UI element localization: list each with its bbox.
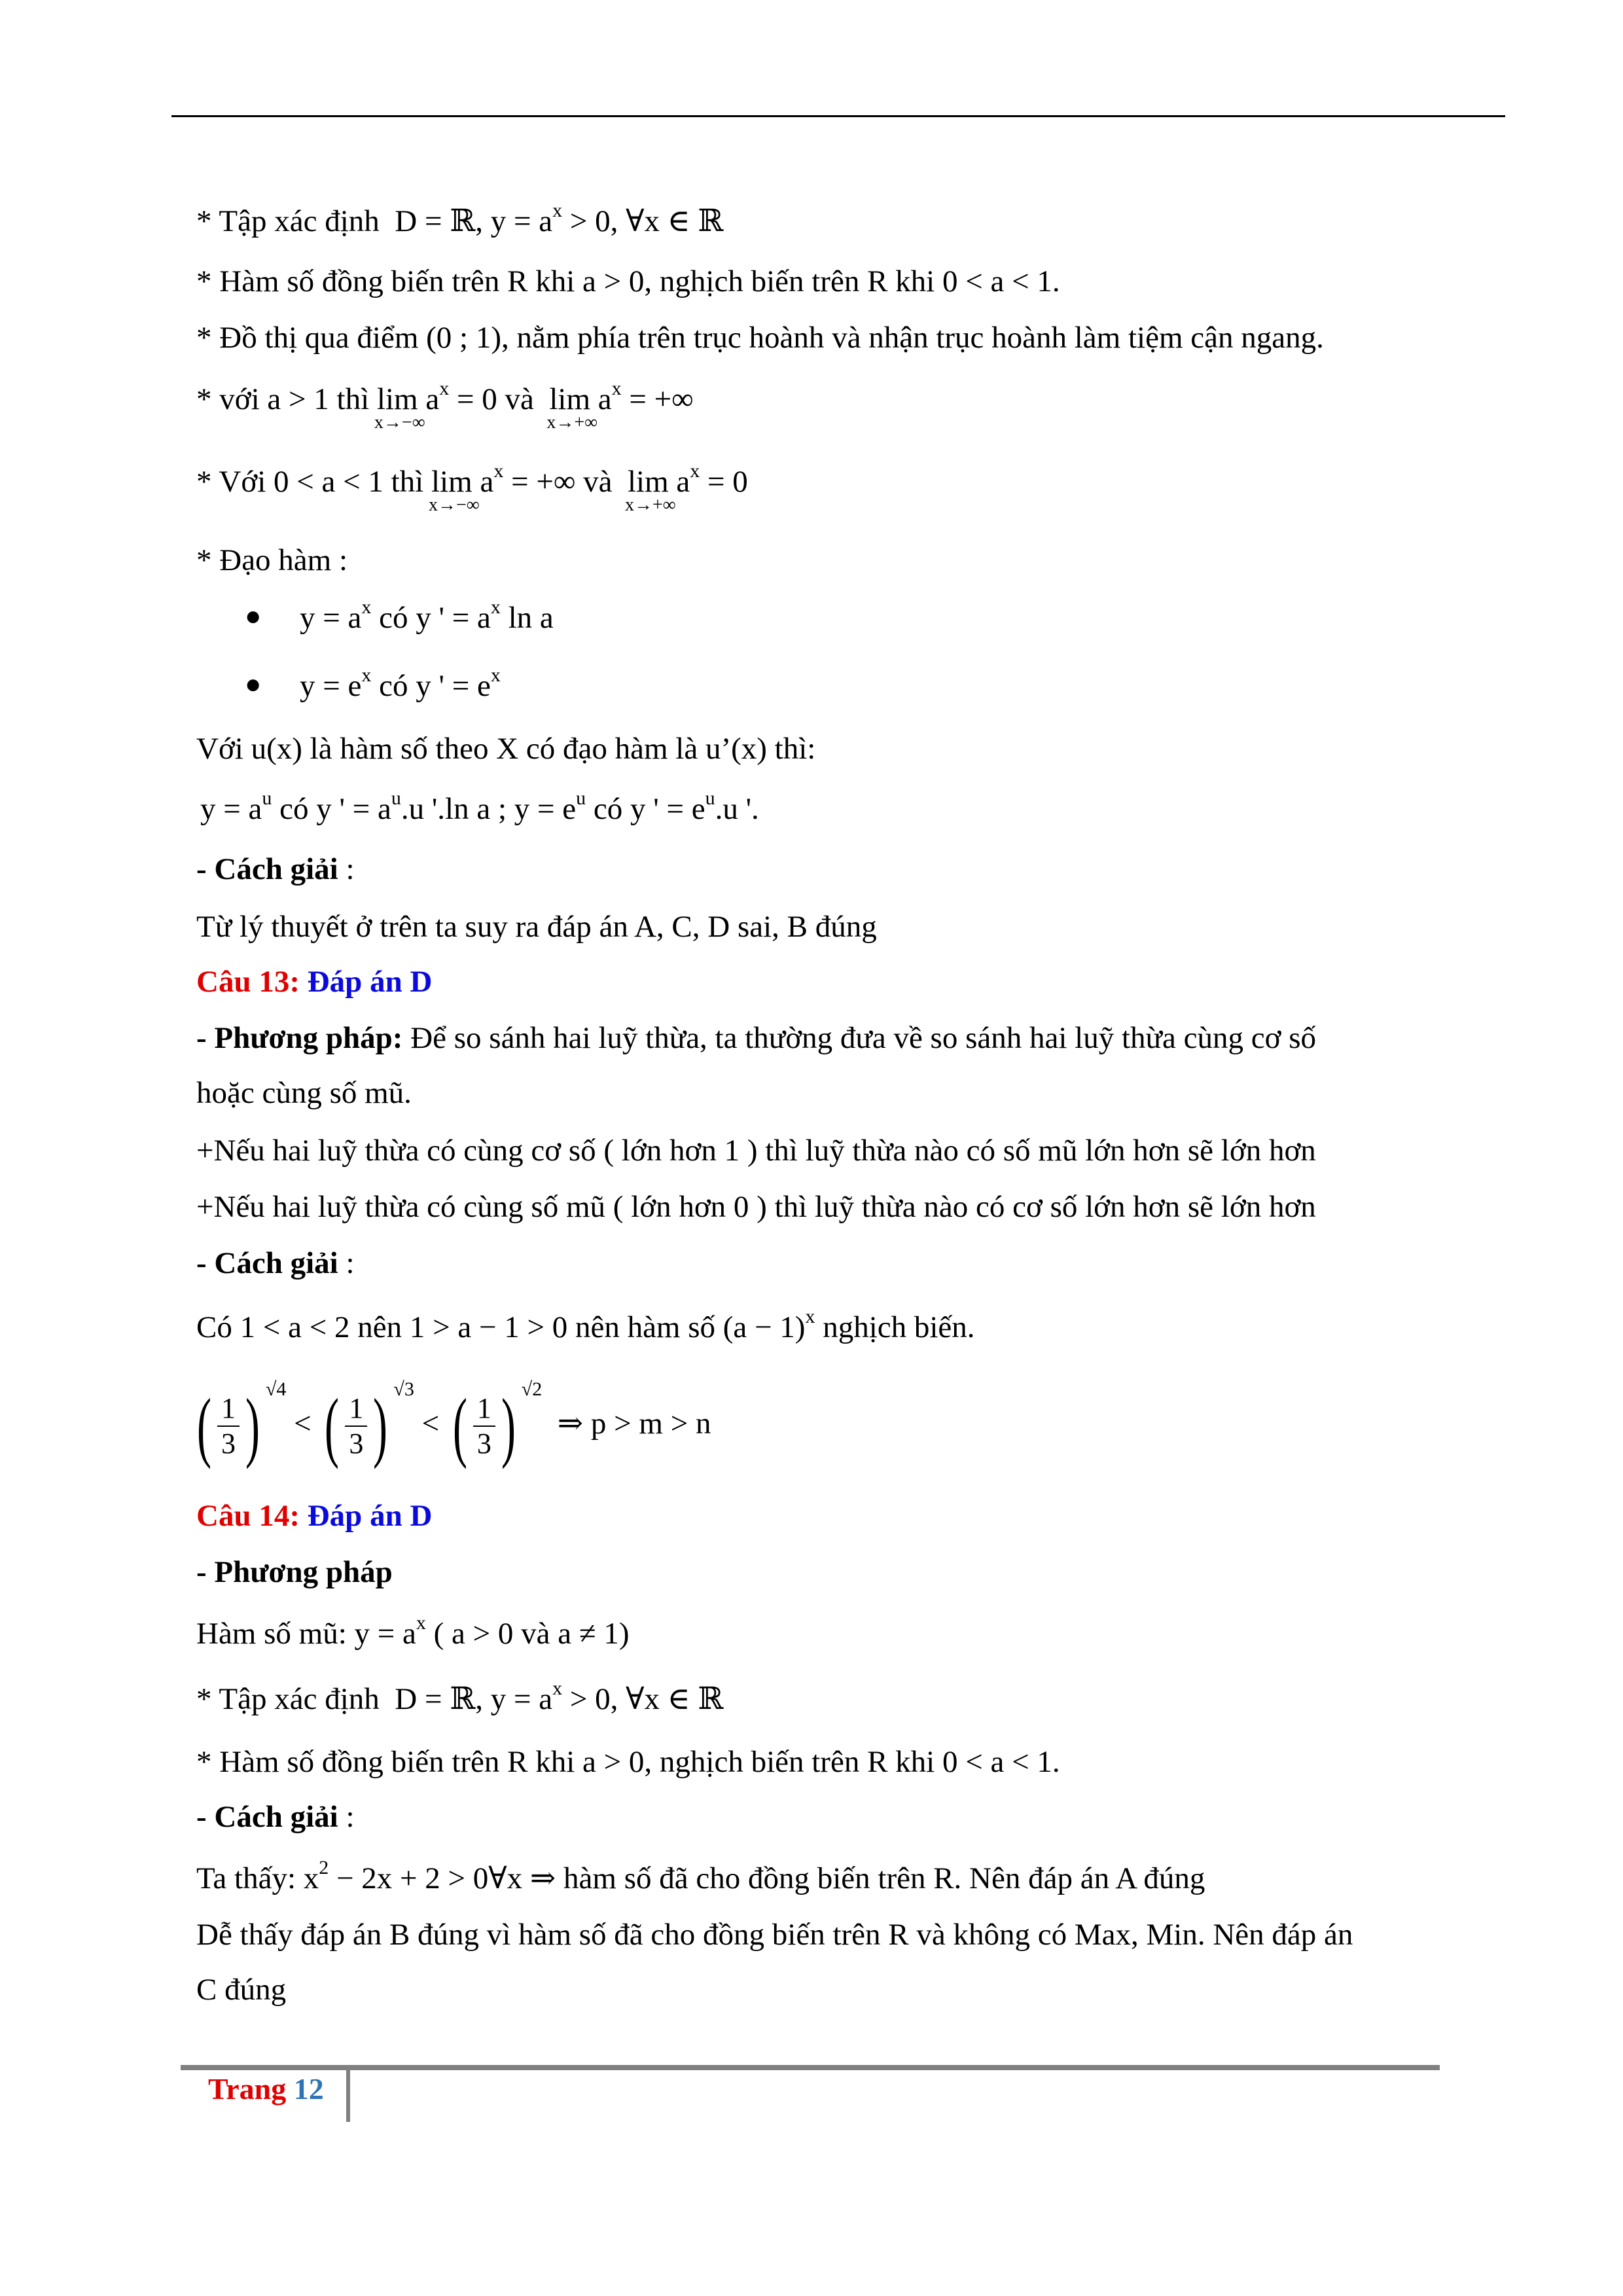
domain-line-14: * Tập xác định D = ℝ, $y = a^x > 0$, ∀x ∈ ℝ — [196, 1677, 724, 1716]
fraction: $\frac{1}{3}$ — [473, 1391, 495, 1461]
bullet-icon: ● — [245, 601, 262, 632]
monotonic-line-14: * Hàm số đồng biến trên R khi a > 0, nghịch biến trên R khi 0 < a < 1. — [196, 1745, 1060, 1779]
domain-line: * Tập xác định D = ℝ, $y = a^x > 0$, ∀x ∈ ℝ — [196, 200, 724, 238]
solution-heading-14: - Cách giải : — [196, 1800, 355, 1834]
derivative-heading: * Đạo hàm : — [196, 543, 348, 577]
limit-expression: lim x→+∞ — [624, 465, 676, 515]
composite-intro: Với u(x) là hàm số theo X có đạo hàm là u’(x) thì: — [196, 732, 816, 766]
page-number: Trang 12 — [208, 2072, 324, 2106]
limit-expression: lim x→−∞ — [374, 382, 425, 433]
solution-heading: - Cách giải : — [196, 852, 355, 886]
derivative-ax: $y = a^x$ có y ' = $a^x$ ln a — [300, 596, 554, 635]
fraction: $\frac{1}{3}$ — [217, 1391, 240, 1461]
solution-heading-13: - Cách giải : — [196, 1246, 355, 1280]
solution-14-text-3: C đúng — [196, 1973, 287, 2007]
power-comparison: ( $\frac{1}{3}$ ) $^{√4}$ < ( $\frac{1}{3}$ ) $^{√3}$ < ( $\frac{1}{3}$ ) $^{√2}$ ⇒ p > m > n — [196, 1378, 711, 1470]
fraction: $\frac{1}{3}$ — [345, 1391, 367, 1461]
question-14-heading: Câu 14: Đáp án D — [196, 1499, 433, 1533]
footer-rule — [181, 2065, 1440, 2070]
rule-same-base: +Nếu hai luỹ thừa có cùng cơ số ( lớn hơn 1 ) thì luỹ thừa nào có số mũ lớn hơn sẽ lớn hơn — [196, 1134, 1316, 1168]
composite-derivative: $y = a^u$ có y ' = $a^u.u$ '.ln a ; $y = e^u$ có y ' = $e^u.u$ '. — [200, 787, 759, 826]
rule-same-exponent: +Nếu hai luỹ thừa có cùng số mũ ( lớn hơn 0 ) thì luỹ thừa nào có cơ số lớn hơn sẽ lớn hơn — [196, 1190, 1316, 1224]
question-13-heading: Câu 13: Đáp án D — [196, 965, 433, 999]
method-line-cont: hoặc cùng số mũ. — [196, 1076, 412, 1110]
limit-line-a-lt-1: * Với 0 < a < 1 thì lim x→−∞ $a^x$ = +∞ và lim x→+∞ $a^x = 0$ — [196, 460, 748, 515]
method-line: - Phương pháp: Để so sánh hai luỹ thừa, ta thường đưa về so sánh hai luỹ thừa cùng cơ số — [196, 1021, 1316, 1055]
bullet-icon: ● — [245, 670, 262, 700]
limit-line-a-gt-1: * với a > 1 thì lim x→−∞ $a^x = 0$ và lim x→+∞ $a^x$ = +∞ — [196, 378, 694, 433]
solution-13-text: Có 1 < a < 2 nên 1 > a − 1 > 0 nên hàm số $(a - 1)^x$ nghịch biến. — [196, 1306, 975, 1344]
method-heading-14: - Phương pháp — [196, 1555, 393, 1589]
derivative-ex: $y = e^x$ có y ' = $e^x$ — [300, 664, 501, 703]
solution-14-text-2: Dễ thấy đáp án B đúng vì hàm số đã cho đồng biến trên R và không có Max, Min. Nên đáp án — [196, 1918, 1353, 1952]
solution-14-text: Ta thấy: $x^2 - 2x + 2$ > 0∀x ⇒ hàm số đã cho đồng biến trên R. Nên đáp án A đúng — [196, 1857, 1205, 1895]
graph-line: * Đồ thị qua điểm (0 ; 1), nằm phía trên trục hoành và nhận trục hoành làm tiệm cận ngang. — [196, 321, 1324, 355]
limit-expression: lim x→−∞ — [429, 465, 480, 515]
monotonic-line: * Hàm số đồng biến trên R khi a > 0, nghịch biến trên R khi 0 < a < 1. — [196, 264, 1060, 298]
solution-text: Từ lý thuyết ở trên ta suy ra đáp án A, C, D sai, B đúng — [196, 910, 877, 944]
limit-expression: lim x→+∞ — [546, 382, 598, 433]
exp-function-def: Hàm số mũ: $y = a^x$ ( a > 0 và a ≠ 1) — [196, 1612, 630, 1651]
footer-divider — [346, 2065, 350, 2122]
header-rule — [171, 115, 1505, 117]
